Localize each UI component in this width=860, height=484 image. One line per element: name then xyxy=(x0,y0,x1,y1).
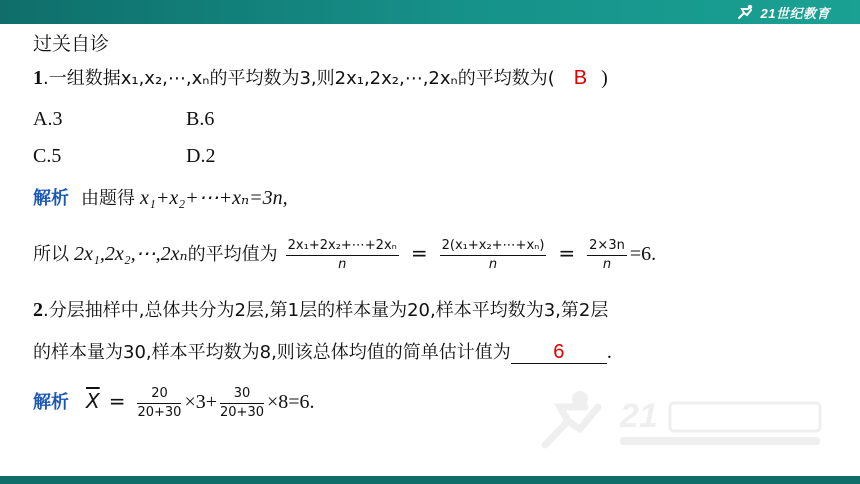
denominator: 20+30 xyxy=(220,404,264,420)
numerator: 2×3n xyxy=(589,237,625,253)
numerator: 20 xyxy=(151,385,168,401)
option-d: D.2 xyxy=(186,145,216,167)
question-2-line2 xyxy=(33,338,612,367)
denominator: n xyxy=(602,256,612,272)
question-text: 的样本量为30,样本平均数为8,则该总体均值的简单估计值为 xyxy=(33,342,511,363)
analysis-label: 解析 xyxy=(33,188,69,209)
fraction xyxy=(587,237,627,274)
option-a: A.3 xyxy=(33,108,63,130)
denominator: n xyxy=(488,256,498,272)
equals-sign: = xyxy=(558,241,576,265)
answer-value: 6 xyxy=(553,341,565,363)
denominator: 20+30 xyxy=(137,404,182,420)
close-paren: ) xyxy=(601,67,608,89)
answer-choice: B xyxy=(573,67,588,89)
fraction xyxy=(440,237,547,274)
analysis-1-line2 xyxy=(33,233,656,275)
top-banner xyxy=(0,0,860,24)
analysis-text: 的平均值为 xyxy=(187,244,278,265)
numerator: 2x₁+2x₂+⋯+2xₙ xyxy=(287,237,397,253)
bottom-banner xyxy=(0,476,860,484)
numerator: 2(x₁+x₂+⋯+xₙ) xyxy=(441,237,545,253)
equals-sign: = xyxy=(108,389,126,413)
option-c: C.5 xyxy=(33,145,62,167)
period: . xyxy=(606,341,612,363)
question-text: .分层抽样中,总体共分为2层,第1层的样本量为20,样本平均数为3,第2层 xyxy=(43,300,609,321)
question-number: 2 xyxy=(33,299,43,321)
watermark-logo xyxy=(540,385,840,455)
analysis-math: 2x₁,2x₂,⋯,2xₙ xyxy=(74,243,188,265)
fraction xyxy=(220,385,264,422)
runner-icon xyxy=(735,4,757,20)
brand-logo xyxy=(735,3,830,21)
section-title: 过关自诊 xyxy=(33,33,110,55)
multiplier: ×3+ xyxy=(184,391,218,413)
question-1 xyxy=(33,64,608,93)
fraction xyxy=(137,385,181,422)
analysis-1-line1 xyxy=(33,184,288,213)
question-number: 1 xyxy=(33,67,43,89)
analysis-text: 由题得 xyxy=(81,188,135,209)
result: ×8=6. xyxy=(267,391,315,413)
equals-sign: = xyxy=(410,241,428,265)
analysis-2 xyxy=(33,381,315,423)
option-b: B.6 xyxy=(186,108,215,130)
svg-text:21: 21 xyxy=(620,397,658,435)
analysis-text: 所以 xyxy=(33,244,69,265)
fraction xyxy=(286,237,399,274)
question-2-line1 xyxy=(33,296,608,325)
denominator: n xyxy=(338,256,347,272)
answer-blank xyxy=(511,341,607,364)
question-text: .一组数据x₁,x₂,⋯,xₙ的平均数为3,则2x₁,2x₂,⋯,2xₙ的平均数为( xyxy=(43,68,555,89)
analysis-label: 解析 xyxy=(33,392,69,413)
xbar-symbol: $\overline{X}$ xyxy=(86,389,100,413)
logo-text: 21世纪教育 xyxy=(760,5,830,21)
result: =6. xyxy=(629,243,657,265)
numerator: 30 xyxy=(233,385,251,401)
analysis-math: x₁+x₂+⋯+xₙ=3n, xyxy=(140,187,288,209)
